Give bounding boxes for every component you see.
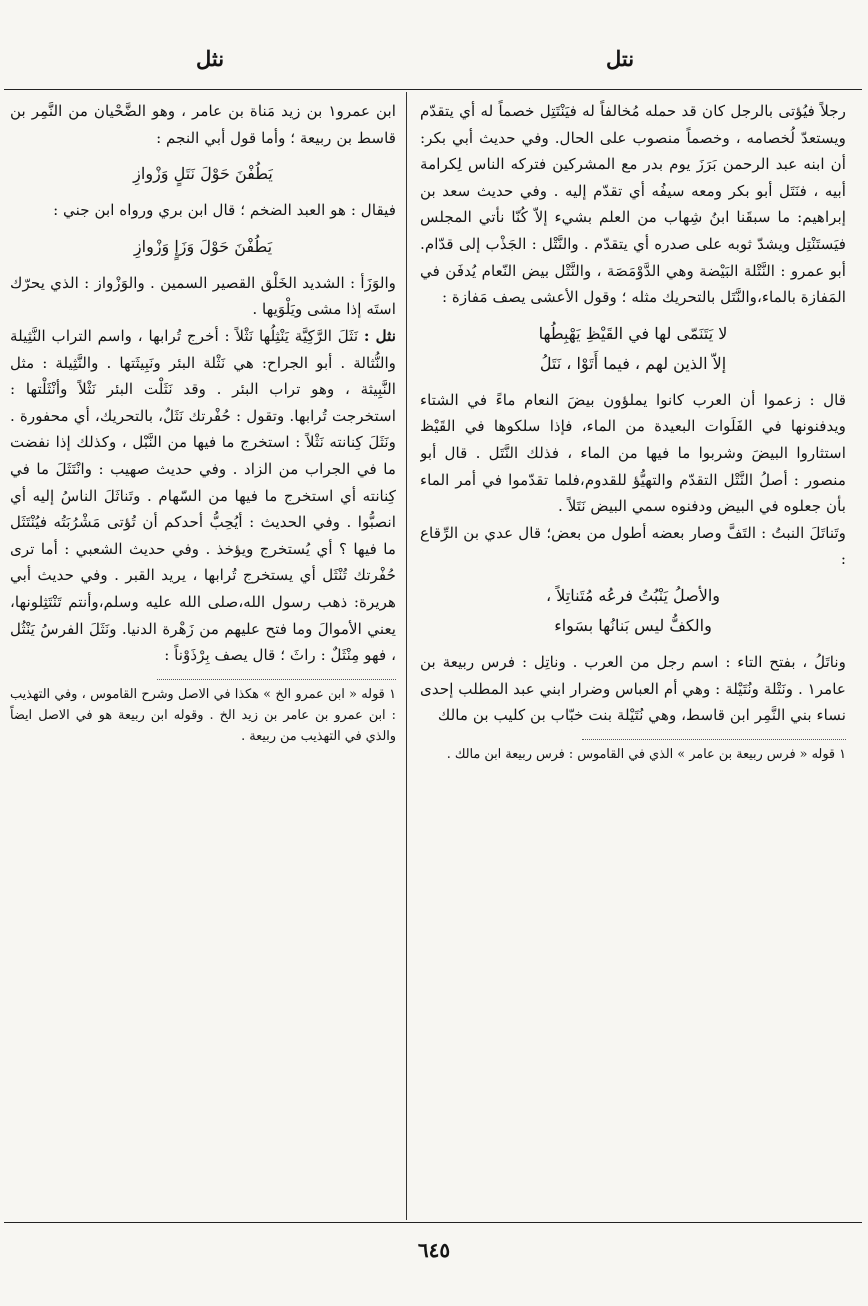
left-verse-2 — [10, 232, 396, 262]
right-verse-1 — [420, 319, 846, 379]
left-paragraph-1: ابن عمرو١ بن زيد مَناة بن عامر ، وهو الضَّحْيان من النَّمِر بن قاسط بن ربيعة ؛ وأما قول أبي النجم : — [10, 102, 396, 147]
left-verse-1 — [10, 159, 396, 189]
verse-line: يَطُفْنَ حَوْلَ وَزَإٍ وَزْوازِ — [133, 236, 273, 256]
entry-nathal — [10, 323, 396, 669]
page-number: ٦٤٥ — [417, 1238, 451, 1262]
right-paragraph-3: وتَناتَلَ النبتُ : التَفَّ وصار بعضه أطول من بعض؛ قال عدي بن الرِّقاع : — [420, 523, 846, 569]
verse-line: والكفُّ ليس بَنانُها بسَواء — [554, 615, 712, 635]
column-divider — [406, 92, 407, 1220]
right-footnote: ١ قوله « فرس ربيعة بن عامر » الذي في القاموس : فرس ربيعة ابن مالك . — [446, 746, 846, 762]
left-column — [10, 98, 396, 1218]
entry-text: نَثَلَ الرَّكِيَّة يَنْثِلُها نَثْلاً : أخرج تُرابها ، واسم التراب النَّثِيلة والنُّثالة . أبو الجراح: هي نَثْلة البئر ونَبِيثَتها . والنَّثِيلة : مثل النَّبِيثة ، وهو تراب البئر . وقد نَثَلْت البئر نَثْلاً وأنْثَلْتها : استخرجت تُرابها. وتقول : حُفْرتك نَثَلٌ، بالتحريك، أي محفورة . ونَثَلَ كِنانته نَثْلاً : استخرج ما فيها من النَّبْل ، وكذلك إذا نفضت ما في الجراب من الزاد . وفي حديث صهيب : وانْتَثَلَ ما في كِنانته أي استخرج ما فيها من السّهام . وتَناثَلَ الناسُ إليه أي انصبُّوا . وفي الحديث : أيُحِبُّ أحدكم أن تُؤتى مَشْرُبَتُه فيُنْتَثَل ما فيها ؟ أي يُستخرج ويؤخذ . وفي حديث الشعبي : أما ترى حُفْرتك تُنْثَل أي يستخرج تُرابها ، يريد القبر . وفي حديث أبي هريرة: ذهب رسول الله،صلى الله عليه وسلم،وأنتم تَنْتَثِلونها، يعني الأموالَ وما فتح عليهم من زَهْرة الدنيا. ونَثَلَ الفرسُ يَنْثُل ، فهو مِنْثَلٌ : راثَ ؛ قال يصف بِرْذَوْناً : — [10, 326, 396, 665]
right-paragraph-4: وناتَلُ ، بفتح التاء : اسم رجل من العرب . وناتِل : فرس ربيعة بن عامر١ . ونَتْلة ونُتَيْلة : وهي أم العباس وضرار ابني عبد المطلب إحدى نساء بني النَّمِر ابن قاسط، وهي نُتَيْلة بنت خبّاب بن كليب بن مالك — [420, 652, 846, 725]
verse-line: يَطُفْنَ حَوْلَ نَتَلٍ وَزْوازِ — [133, 164, 273, 184]
verse-line: إلاّ الذين لهم ، فيما أَتَوْا ، نَتَلُ — [539, 353, 727, 373]
right-paragraph-2: قال : زعموا أن العرب كانوا يملؤون بيضَ النعام ماءً في الشتاء ويدفنونها في الفَلَوات البعيدة من الماء، فإذا سلكوها في القَيْظ استثاروا البيضَ وشربوا ما فيها من الماء ، فذلك النَّتَل . قال أبو منصور : أصلُ النَّتْل التقدّم والتهيُّؤ للقدوم،فلما تقدّموا في أمر الماء بأن جعلوه في البيض ودفنوه سمي البيض نَتَلاً . — [420, 390, 846, 516]
footnote-rule — [157, 679, 396, 680]
bottom-rule — [4, 1222, 862, 1223]
right-verse-2 — [420, 581, 846, 641]
verse-line: لا يَتَنَمّى لها في القَيْظِ يَهْبِطُها — [538, 323, 728, 343]
right-paragraph-1: رجلاً فيُؤتى بالرجل كان قد حمله مُخالفاً له فيَنْتَتِل خصماً له أي يتقدّم ويستعدّ لُخصامه ، وخصماً منصوب على الحال. وفي حديث أبي بكر: أن ابنه عبد الرحمن بَرَزَ يوم بدر مع المشركين فتركه الناس لِكرامة أبيه ، فنَتَل أبو بكر ومعه سيفُه أي تقدّم إليه . وفي حديث سعد بن إبراهيم: ما سبقَنا ابنُ شِهاب من العلم بشيء إلاّ كُنّا نأتي المجلس فيَستَنْتِل ويشدّ ثوبه على صدره أي يتقدّم . والنَّتْل : الجَذْب إلى قدّام. أبو عمرو : النَّتْلة البَيْضة وهي الدَّوْمَصَة ، والنَّتْل بيض النّعام يُدفَن في المَفازة بالماء،والنَّتَل بالتحريك مثله ؛ وقول الأعشى يصف مَفازة : — [420, 102, 846, 307]
right-column — [420, 98, 846, 1218]
running-header-right: نتل — [605, 46, 635, 71]
footnote-rule — [582, 739, 846, 740]
verse-line: والأصلُ يَنْبُتُ فرعُه مُتَناتِلاً ، — [545, 585, 721, 605]
running-header-left: نثل — [195, 46, 225, 71]
left-paragraph-2: فيقال : هو العبد الضخم ؛ قال ابن بري ورواه ابن جني : — [53, 201, 396, 220]
left-paragraph-3: والوَزَأ : الشديد الخَلْق القصير السمين . والوَزْواز : الذي يحرّك استَه إذا مشى ويَلْوَيها . — [10, 273, 396, 319]
entry-headword: نثل : — [363, 326, 396, 345]
top-rule — [4, 89, 862, 90]
left-footnote: ١ قوله « ابن عمرو الخ » هكذا في الاصل وشرح القاموس ، وفي التهذيب : ابن عمرو بن عامر بن زيد الخ . وقوله ابن ربيعة هو في الاصل ايضاً والذي في التهذيب من ربيعة . — [10, 686, 396, 744]
